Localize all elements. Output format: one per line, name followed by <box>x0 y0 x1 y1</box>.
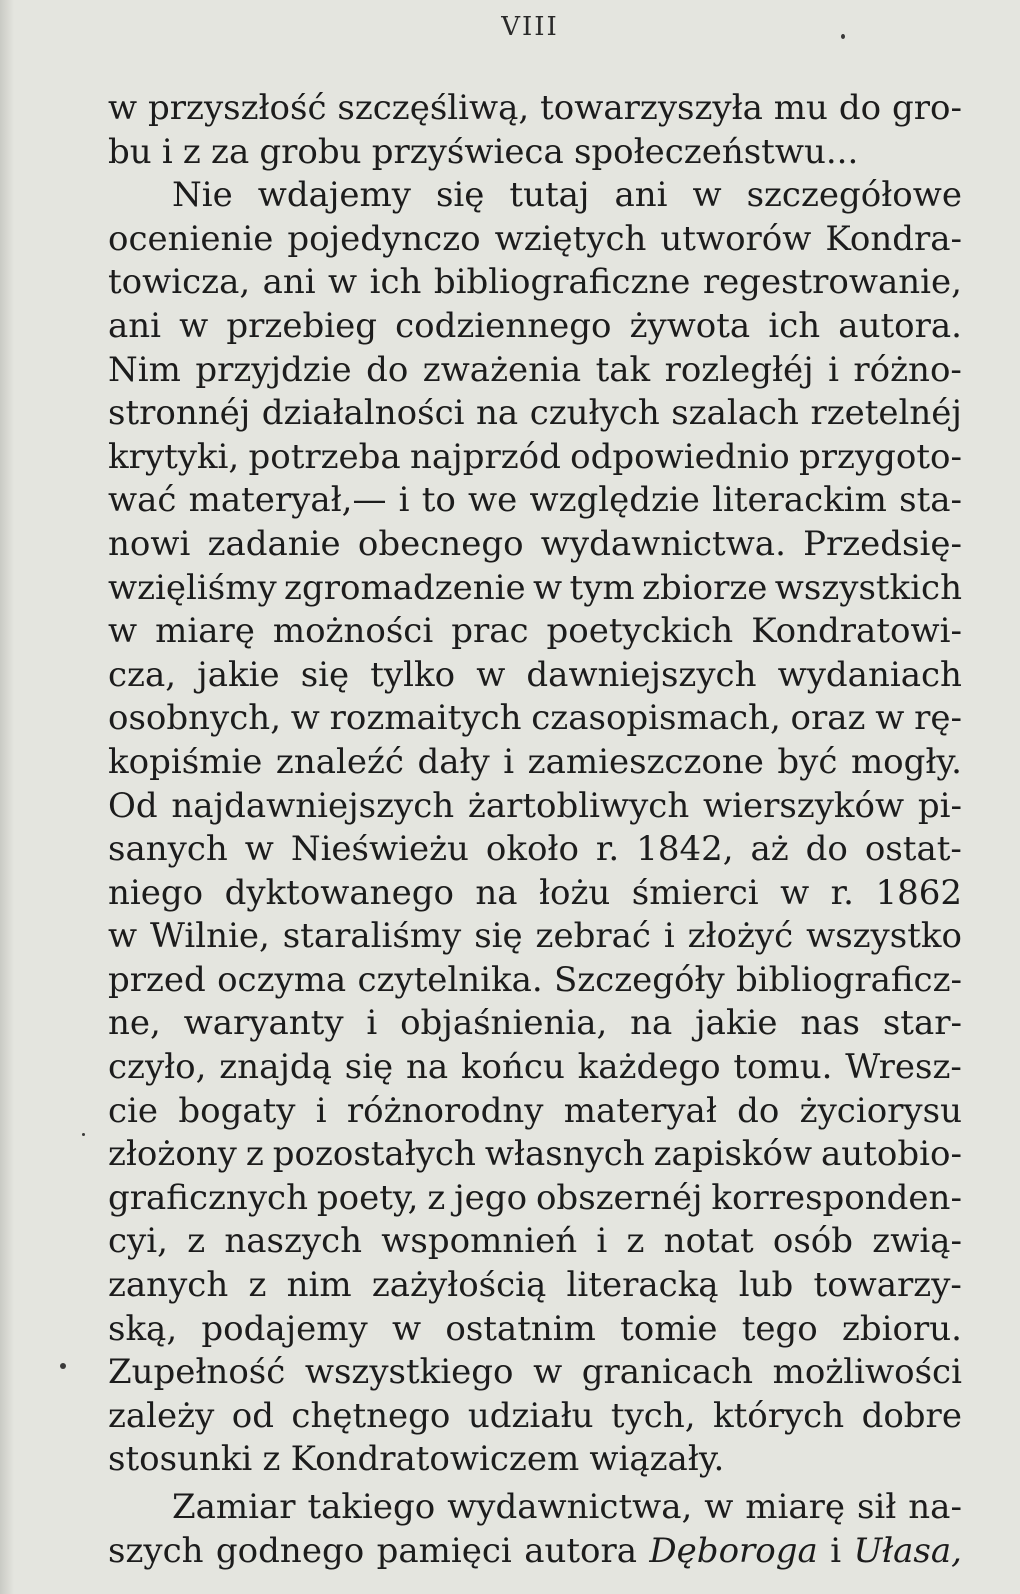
text-line <box>108 1530 962 1574</box>
word: z <box>427 1177 446 1218</box>
word: obecnego <box>357 523 524 564</box>
word: i <box>503 741 515 782</box>
word: 1862 <box>875 872 962 913</box>
word: w <box>108 611 138 652</box>
word: oczyma <box>217 959 347 1000</box>
word: i <box>596 1221 608 1262</box>
word: w <box>244 829 274 870</box>
word: pi- <box>917 785 962 826</box>
text-line <box>108 218 962 262</box>
word: na <box>475 872 518 913</box>
word: własnych <box>484 1134 645 1175</box>
word: wydawnictwa, <box>447 1487 693 1527</box>
word: których <box>712 1395 845 1436</box>
word: zamieszczone <box>527 741 764 782</box>
text-line <box>108 1308 962 1352</box>
word: grobu <box>259 131 362 172</box>
word: dawniejszych <box>526 654 757 695</box>
word: szalach <box>671 393 799 434</box>
word: bogaty <box>178 1090 296 1131</box>
word: korresponden- <box>711 1177 962 1218</box>
word: przyświeca <box>371 131 564 172</box>
word: z <box>187 1221 206 1262</box>
word: Nie <box>172 175 233 216</box>
word: się <box>344 1047 394 1088</box>
word: materyał,— <box>188 480 387 521</box>
word: utworów <box>660 218 812 259</box>
text-line <box>108 1351 962 1395</box>
word: do <box>737 1090 780 1131</box>
word: nim <box>286 1265 352 1306</box>
word: czytelnika. <box>357 959 543 1000</box>
text-line <box>108 1090 962 1134</box>
word: to <box>421 480 456 521</box>
word: literacką <box>566 1265 719 1306</box>
word: i <box>398 480 410 521</box>
word: przyszłość <box>148 88 327 128</box>
word: star- <box>882 1003 962 1044</box>
word: autora <box>524 1530 638 1571</box>
word: przyjdzie <box>195 349 352 390</box>
word: autobio- <box>821 1134 962 1175</box>
word: Nieświeżu <box>290 829 469 870</box>
word: miarę <box>155 611 255 652</box>
word: na <box>405 1047 449 1088</box>
word: towicza, <box>108 262 251 303</box>
text-line <box>108 392 962 436</box>
text-line <box>108 828 962 872</box>
word: ich <box>369 262 422 303</box>
word: złożyć <box>687 916 794 957</box>
word: w <box>392 1308 422 1349</box>
word: na <box>476 393 519 434</box>
text-line <box>108 915 962 959</box>
word: czyło, <box>108 1047 207 1088</box>
word: we <box>468 480 518 521</box>
word: sta- <box>899 480 962 521</box>
word: znajdą <box>219 1047 332 1088</box>
word: bibliograficzne <box>433 262 691 303</box>
word: do <box>805 829 848 870</box>
word: być <box>777 741 838 782</box>
word: pamięci <box>376 1530 512 1571</box>
word: w <box>692 175 722 216</box>
word: szych <box>108 1530 204 1571</box>
word: zbioru. <box>841 1308 962 1349</box>
word: zważenia <box>422 349 582 390</box>
word: wydawnictwa. <box>540 523 786 564</box>
word: w <box>108 916 138 957</box>
word: ne, <box>108 1003 161 1044</box>
word: literackim <box>712 480 887 521</box>
word: możliwości <box>772 1352 962 1393</box>
word: znaleźć <box>275 741 404 782</box>
text-line <box>108 697 962 741</box>
word: szczęśliwą, <box>337 88 530 128</box>
word: niego <box>108 872 204 913</box>
word: Kondratowi- <box>751 611 962 652</box>
ink-speck <box>60 1363 66 1369</box>
word: każdego <box>577 1047 721 1088</box>
word: Dęboroga <box>649 1530 818 1571</box>
text-line <box>108 174 962 218</box>
word: się <box>474 916 523 957</box>
word: osobnych, <box>108 698 282 739</box>
word: zażyłością <box>371 1265 547 1306</box>
word: i <box>663 916 675 957</box>
word: do <box>366 349 409 390</box>
word: oraz <box>790 698 866 739</box>
word: zgromadzenie <box>284 567 526 608</box>
word: Zupełność <box>108 1352 286 1393</box>
word: Od <box>108 785 158 826</box>
word: cza, <box>108 654 177 695</box>
word: zanych <box>108 1265 229 1306</box>
text-line <box>108 1002 962 1046</box>
word: nowi <box>108 523 191 564</box>
word: cie <box>108 1090 159 1131</box>
text-line <box>108 1486 962 1530</box>
word: wzięliśmy <box>108 567 277 608</box>
word: gro- <box>891 88 962 128</box>
text-line <box>108 261 962 305</box>
word: jakie <box>197 654 280 695</box>
word: stronnéj <box>108 393 251 434</box>
word: regestrowanie, <box>702 262 962 303</box>
word: rę- <box>914 698 962 739</box>
word: wszystko <box>806 916 962 957</box>
word: czasopismach, <box>531 698 781 739</box>
word: od <box>231 1395 274 1436</box>
word: ską, <box>108 1308 178 1349</box>
word: wspomnień <box>381 1221 578 1262</box>
word: w <box>290 698 320 739</box>
word: w <box>476 654 506 695</box>
word: działalności <box>261 393 465 434</box>
word: przygoto- <box>798 436 962 477</box>
text-line <box>108 436 962 480</box>
word: autora. <box>838 305 962 346</box>
word: Wilnie, <box>150 916 270 957</box>
word: różno- <box>853 349 962 390</box>
word: obszernéj <box>535 1177 703 1218</box>
word: w <box>875 698 905 739</box>
text-line <box>108 567 962 611</box>
word: podajemy <box>201 1308 368 1349</box>
text-line <box>108 349 962 393</box>
word: bibliograficz- <box>735 959 962 1000</box>
text-line <box>108 654 962 698</box>
word: granicach <box>581 1352 754 1393</box>
word: życiorysu <box>799 1090 962 1131</box>
word: ich <box>768 305 821 346</box>
word: godnego <box>215 1530 365 1571</box>
word: pozostałych <box>272 1134 476 1175</box>
word: zebrać <box>535 916 651 957</box>
word: wszystkiego <box>304 1352 514 1393</box>
word: najdawniejszych <box>171 785 455 826</box>
word: i <box>315 1090 327 1131</box>
word: wdajemy <box>257 175 411 216</box>
text-line <box>108 131 962 175</box>
word: 1842, <box>636 829 734 870</box>
word: się <box>435 175 485 216</box>
word: odpowiednio <box>570 436 790 477</box>
word: śmierci <box>631 872 759 913</box>
word: dobre <box>861 1395 962 1436</box>
word: sił <box>856 1487 897 1527</box>
word: tylko <box>370 654 456 695</box>
word: potrzeba <box>248 436 401 477</box>
word: najprzód <box>409 436 561 477</box>
text-line <box>108 1046 962 1090</box>
word: miarę <box>745 1487 846 1527</box>
text-line <box>108 959 962 1003</box>
word: i <box>161 131 173 172</box>
word: Przedsię- <box>803 523 962 564</box>
text-line <box>108 1133 962 1177</box>
word: na <box>630 1003 673 1044</box>
word: za <box>211 131 250 172</box>
word: wziętych <box>494 218 647 259</box>
word: r. <box>595 829 620 870</box>
word: wszystkich <box>774 567 962 608</box>
word: lub <box>738 1265 794 1306</box>
word: prac <box>451 611 529 652</box>
word: chętnego <box>291 1395 451 1436</box>
word: jego <box>454 1177 528 1218</box>
word: z <box>248 1265 267 1306</box>
word: sanych <box>108 829 228 870</box>
word: Wresz- <box>845 1047 962 1088</box>
word: z <box>626 1221 645 1262</box>
word: osób <box>772 1221 854 1262</box>
word: kopiśmie <box>108 741 263 782</box>
word: możności <box>272 611 434 652</box>
word: żywota <box>629 305 751 346</box>
word: zależy <box>108 1395 215 1436</box>
word: towarzy- <box>813 1265 962 1306</box>
word: łożu <box>539 872 611 913</box>
word: w <box>533 1352 563 1393</box>
text-line <box>108 87 962 131</box>
text-line <box>108 305 962 349</box>
word: się <box>300 654 350 695</box>
word: udziału <box>467 1395 594 1436</box>
text-line <box>108 479 962 523</box>
word: i <box>828 349 839 390</box>
ink-speck <box>841 34 845 39</box>
word: w <box>704 1487 734 1527</box>
word: tym <box>569 567 635 608</box>
word: tomie <box>620 1308 718 1349</box>
word: materyał <box>563 1090 717 1131</box>
word: przed <box>108 959 206 1000</box>
word: zbiorze <box>642 567 768 608</box>
text-line <box>108 1177 962 1221</box>
word: względzie <box>529 480 700 521</box>
word: stosunki <box>108 1439 253 1480</box>
word: pojedynczo <box>287 218 481 259</box>
body-text <box>108 87 962 1573</box>
text-line <box>108 610 962 654</box>
word: tego <box>741 1308 818 1349</box>
word: mogły. <box>850 741 962 782</box>
text-line <box>108 523 962 567</box>
word: do <box>838 88 882 128</box>
word: z <box>182 131 201 172</box>
word: zwią- <box>872 1221 962 1262</box>
word: towarzyszyła <box>540 88 763 128</box>
word: i <box>366 1003 378 1044</box>
word: poety, <box>316 1177 419 1218</box>
word: naszych <box>224 1221 363 1262</box>
word: około <box>485 829 579 870</box>
word: wiązały. <box>589 1439 725 1480</box>
word: jakie <box>695 1003 778 1044</box>
text-line <box>108 785 962 829</box>
word: w <box>328 262 358 303</box>
word: i <box>830 1530 842 1571</box>
text-line <box>108 741 962 785</box>
word: Kondra- <box>825 218 962 259</box>
word: tomu. <box>733 1047 833 1088</box>
word: mu <box>773 88 828 128</box>
text-line <box>108 1438 962 1482</box>
word: waryanty <box>183 1003 344 1044</box>
word: rozległéj <box>664 349 814 390</box>
word: nas <box>800 1003 861 1044</box>
word: codziennego <box>395 305 612 346</box>
word: rzetelnéj <box>810 393 962 434</box>
word: Nim <box>108 349 181 390</box>
word: r. <box>830 872 854 913</box>
word: z <box>245 1134 264 1175</box>
word: objaśnienia, <box>400 1003 608 1044</box>
word: Ułasa, <box>853 1530 962 1571</box>
text-line <box>108 1220 962 1264</box>
word: złożony <box>108 1134 237 1175</box>
word: ostatnim <box>445 1308 596 1349</box>
word: wydaniach <box>777 654 962 695</box>
word: zapisków <box>653 1134 813 1175</box>
word: ani <box>108 305 162 346</box>
word: z <box>262 1439 281 1480</box>
word: tak <box>595 349 651 390</box>
word: żartobliwych <box>467 785 690 826</box>
page-number: VIII <box>501 12 559 42</box>
word: końcu <box>460 1047 565 1088</box>
word: szczegółowe <box>746 175 962 216</box>
word: Kondratowiczem <box>290 1439 580 1480</box>
word: poetyckich <box>546 611 734 652</box>
word: w <box>108 88 138 128</box>
word: w <box>179 305 209 346</box>
ink-speck <box>82 1133 85 1136</box>
word: czułych <box>529 393 660 434</box>
word: rozmaitych <box>329 698 522 739</box>
word: tych, <box>610 1395 696 1436</box>
word: tutaj <box>509 175 590 216</box>
word: aż <box>750 829 789 870</box>
word: graficznych <box>108 1177 308 1218</box>
text-line <box>108 1395 962 1439</box>
word: ocenienie <box>108 218 274 259</box>
word: cyi, <box>108 1221 168 1262</box>
word: Szczegóły <box>553 959 725 1000</box>
page-edge-shadow <box>0 0 14 1594</box>
text-line <box>108 872 962 916</box>
word: w <box>780 872 810 913</box>
word: społeczeństwu... <box>573 131 859 172</box>
word: dyktowanego <box>224 872 454 913</box>
word: w <box>533 567 563 608</box>
text-line <box>108 1264 962 1308</box>
word: różnorodny <box>346 1090 544 1131</box>
word: krytyki, <box>108 436 240 477</box>
word: ani <box>614 175 668 216</box>
word: notat <box>663 1221 754 1262</box>
word: wierszyków <box>702 785 905 826</box>
word: przebieg <box>226 305 377 346</box>
word: ani <box>262 262 316 303</box>
word: wać <box>108 480 177 521</box>
word: na- <box>908 1487 962 1527</box>
word: dały <box>417 741 490 782</box>
word: zadanie <box>207 523 341 564</box>
word: ostat- <box>864 829 962 870</box>
word: takiego <box>307 1487 436 1527</box>
word: Zamiar <box>172 1487 296 1527</box>
word: staraliśmy <box>282 916 462 957</box>
word: bu <box>108 131 152 172</box>
